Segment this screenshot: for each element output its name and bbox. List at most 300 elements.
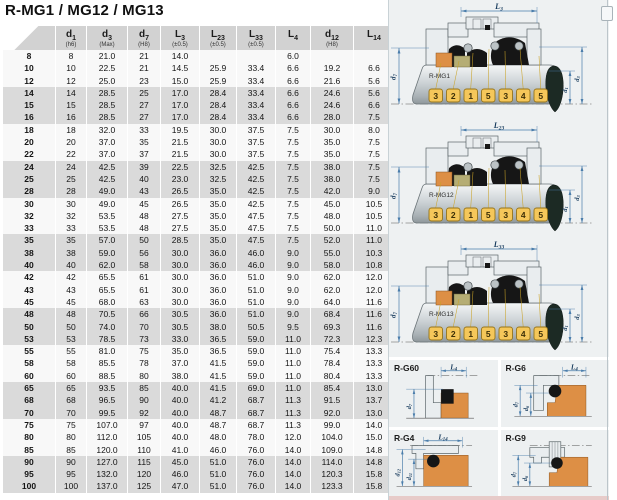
value-cell: 30.0 — [200, 136, 236, 148]
value-cell: 127.0 — [87, 456, 127, 468]
detail-panel-g60 — [389, 360, 498, 427]
row-size-cell: 40 — [3, 259, 55, 271]
svg-text:1: 1 — [468, 328, 474, 339]
value-cell: 7.5 — [276, 173, 310, 185]
row-size-cell: 60 — [3, 370, 55, 382]
value-cell: 36.0 — [200, 284, 236, 296]
value-cell: 76.0 — [237, 456, 275, 468]
value-cell: 65.5 — [87, 284, 127, 296]
row-size-cell: 38 — [3, 247, 55, 259]
value-cell: 14.0 — [354, 419, 394, 431]
value-cell: 49.0 — [87, 198, 127, 210]
table-row — [3, 173, 394, 185]
svg-text:5: 5 — [485, 328, 491, 339]
value-cell: 7.5 — [354, 136, 394, 148]
row-size-cell: 100 — [3, 480, 55, 492]
value-cell: 96.5 — [87, 394, 127, 406]
value-cell: 25.9 — [200, 62, 236, 74]
value-cell: 46.0 — [237, 259, 275, 271]
diagram-body-label: R-MG12 — [429, 192, 454, 199]
value-cell: 23 — [128, 75, 160, 87]
table-row — [3, 148, 394, 160]
table-row — [3, 185, 394, 197]
value-cell: 33.4 — [237, 111, 275, 123]
value-cell: 90 — [56, 456, 86, 468]
value-cell: 5.6 — [354, 87, 394, 99]
table-row — [3, 271, 394, 283]
value-cell: 11.0 — [354, 234, 394, 246]
column-header: $L_{14}$ — [354, 26, 394, 50]
column-header: $L_4$ — [276, 26, 310, 50]
value-cell: 76.0 — [237, 480, 275, 492]
value-cell: 105 — [128, 431, 160, 443]
value-cell: 8 — [56, 50, 86, 62]
seal-cross-section-drawing — [389, 120, 607, 238]
value-cell: 19.2 — [311, 62, 353, 74]
value-cell: 132.0 — [87, 468, 127, 480]
value-cell: 36.0 — [200, 308, 236, 320]
value-cell: 23.0 — [161, 173, 199, 185]
value-cell: 21.0 — [87, 50, 127, 62]
svg-text:d6: d6 — [521, 475, 529, 481]
svg-text:5: 5 — [538, 90, 544, 101]
value-cell: 7.5 — [354, 173, 394, 185]
value-cell: 53.5 — [87, 210, 127, 222]
seal-diagram — [389, 239, 610, 357]
value-cell: 33.4 — [237, 87, 275, 99]
table-row — [3, 210, 394, 222]
row-size-cell: 42 — [3, 271, 55, 283]
value-cell: 42.5 — [87, 161, 127, 173]
value-cell: 46.0 — [237, 247, 275, 259]
svg-text:2: 2 — [450, 328, 456, 339]
row-size-cell: 20 — [3, 136, 55, 148]
value-cell: 14.8 — [354, 444, 394, 456]
value-cell: 95 — [56, 468, 86, 480]
value-cell: 9.0 — [354, 185, 394, 197]
value-cell: 33.0 — [161, 333, 199, 345]
value-cell: 48 — [56, 308, 86, 320]
value-cell: 24.6 — [311, 87, 353, 99]
value-cell: 7.5 — [276, 161, 310, 173]
value-cell: 114.0 — [311, 456, 353, 468]
value-cell: 18 — [56, 124, 86, 136]
value-cell — [311, 50, 353, 62]
value-cell: 41.5 — [200, 382, 236, 394]
value-cell: 88.5 — [87, 370, 127, 382]
value-cell: 80 — [56, 431, 86, 443]
value-cell: 51.0 — [237, 296, 275, 308]
value-cell: 21.6 — [311, 75, 353, 87]
shaft-diameter-label: d7 — [389, 74, 399, 80]
value-cell: 51.0 — [200, 468, 236, 480]
value-cell: 7.5 — [276, 222, 310, 234]
value-cell: 30.5 — [161, 308, 199, 320]
row-size-cell: 33 — [3, 222, 55, 234]
value-cell: 49.0 — [87, 185, 127, 197]
value-cell: 33.4 — [237, 99, 275, 111]
value-cell: 11.0 — [276, 357, 310, 369]
column-header: $d_3$ (Max) — [87, 26, 127, 50]
value-cell: 51.0 — [237, 308, 275, 320]
value-cell: 58 — [56, 357, 86, 369]
value-cell: 43 — [128, 185, 160, 197]
value-cell: 32.5 — [200, 173, 236, 185]
table-row — [3, 431, 394, 443]
value-cell: 47.5 — [237, 234, 275, 246]
svg-text:L14: L14 — [438, 433, 448, 443]
table-row — [3, 111, 394, 123]
value-cell: 11.0 — [354, 222, 394, 234]
value-cell: 65.5 — [87, 271, 127, 283]
value-cell: 40.0 — [161, 407, 199, 419]
value-cell: 51.0 — [237, 284, 275, 296]
row-size-cell: 43 — [3, 284, 55, 296]
value-cell: 36.0 — [200, 271, 236, 283]
value-cell: 33 — [56, 222, 86, 234]
value-cell: 48.7 — [200, 407, 236, 419]
value-cell: 30.0 — [311, 124, 353, 136]
value-cell: 15.0 — [354, 431, 394, 443]
value-cell: 35.0 — [311, 148, 353, 160]
value-cell: 15.0 — [161, 75, 199, 87]
svg-text:1: 1 — [468, 209, 474, 220]
value-cell: 14.0 — [276, 468, 310, 480]
value-cell: 85 — [56, 444, 86, 456]
value-cell: 33 — [128, 124, 160, 136]
value-cell: 48.0 — [311, 210, 353, 222]
scrollbar-thumb[interactable] — [601, 6, 613, 21]
value-cell: 26.5 — [161, 185, 199, 197]
value-cell: 120.3 — [311, 468, 353, 480]
svg-text:d1: d1 — [562, 206, 570, 212]
length-dimension-label: L3 — [495, 2, 503, 13]
value-cell: 37.0 — [87, 148, 127, 160]
value-cell: 28.5 — [87, 87, 127, 99]
value-cell: 97 — [128, 419, 160, 431]
value-cell: 99.5 — [87, 407, 127, 419]
value-cell: 30.0 — [200, 148, 236, 160]
table-row — [3, 222, 394, 234]
value-cell: 25.0 — [87, 75, 127, 87]
seal-detail-g9-drawing — [501, 434, 609, 494]
value-cell: 78.4 — [311, 357, 353, 369]
value-cell: 7.5 — [276, 198, 310, 210]
value-cell: 42.5 — [87, 173, 127, 185]
value-cell: 27 — [128, 111, 160, 123]
value-cell: 35 — [56, 234, 86, 246]
row-size-cell: 68 — [3, 394, 55, 406]
value-cell: 7.5 — [276, 185, 310, 197]
value-cell: 12 — [56, 75, 86, 87]
value-cell: 35.0 — [311, 136, 353, 148]
value-cell: 26.5 — [161, 198, 199, 210]
value-cell: 69.3 — [311, 321, 353, 333]
table-row — [3, 419, 394, 431]
table-row — [3, 308, 394, 320]
value-cell: 14.0 — [161, 50, 199, 62]
value-cell: 123.3 — [311, 480, 353, 492]
value-cell: 56 — [128, 247, 160, 259]
value-cell: 68.0 — [87, 296, 127, 308]
scrollbar-rail[interactable] — [607, 0, 608, 500]
svg-text:5: 5 — [485, 90, 491, 101]
value-cell: 43 — [56, 284, 86, 296]
main-diagrams — [389, 0, 610, 357]
value-cell: 28.5 — [161, 234, 199, 246]
value-cell: 61 — [128, 271, 160, 283]
value-cell: 76.0 — [237, 468, 275, 480]
value-cell: 9.0 — [276, 296, 310, 308]
bottom-accent-strip — [389, 496, 609, 500]
value-cell: 22 — [56, 148, 86, 160]
value-cell: 36.0 — [200, 296, 236, 308]
value-cell: 137.0 — [87, 480, 127, 492]
diagram-body-label: R-MG13 — [429, 311, 454, 318]
value-cell: 28.4 — [200, 111, 236, 123]
value-cell: 28 — [56, 185, 86, 197]
value-cell: 7.5 — [276, 210, 310, 222]
svg-text:d3: d3 — [574, 195, 582, 201]
detail-diagram-grid — [389, 357, 609, 500]
seal-cross-section-drawing — [389, 239, 607, 357]
value-cell: 45 — [56, 296, 86, 308]
value-cell: 6.6 — [354, 99, 394, 111]
table-row — [3, 99, 394, 111]
value-cell: 6.6 — [276, 99, 310, 111]
table-row — [3, 444, 394, 456]
table-row — [3, 456, 394, 468]
value-cell: 42.5 — [237, 198, 275, 210]
table-row — [3, 321, 394, 333]
value-cell: 21.5 — [161, 148, 199, 160]
table-row — [3, 234, 394, 246]
value-cell: 85.4 — [311, 382, 353, 394]
value-cell: 12.0 — [276, 431, 310, 443]
value-cell: 100 — [56, 480, 86, 492]
value-cell: 93.5 — [87, 382, 127, 394]
shaft-diameter-label: d7 — [389, 193, 399, 199]
value-cell: 78 — [128, 357, 160, 369]
value-cell: 11.0 — [276, 333, 310, 345]
value-cell: 41.2 — [200, 394, 236, 406]
value-cell: 13.7 — [354, 394, 394, 406]
table-row — [3, 468, 394, 480]
value-cell: 51.0 — [200, 480, 236, 492]
value-cell: 41.5 — [200, 370, 236, 382]
value-cell: 13.3 — [354, 357, 394, 369]
value-cell: 40 — [128, 173, 160, 185]
value-cell: 24.6 — [311, 99, 353, 111]
table-row — [3, 75, 394, 87]
value-cell: 11.0 — [276, 382, 310, 394]
value-cell: 6.6 — [276, 62, 310, 74]
row-size-cell: 35 — [3, 234, 55, 246]
value-cell: 42.5 — [237, 173, 275, 185]
value-cell: 48 — [128, 222, 160, 234]
value-cell: 28.4 — [200, 99, 236, 111]
value-cell: 6.0 — [276, 50, 310, 62]
value-cell: 85 — [128, 382, 160, 394]
value-cell: 110 — [128, 444, 160, 456]
value-cell: 104.0 — [311, 431, 353, 443]
svg-text:d3: d3 — [574, 76, 582, 82]
value-cell: 37.0 — [161, 357, 199, 369]
value-cell: 28.5 — [87, 111, 127, 123]
value-cell: 59.0 — [237, 370, 275, 382]
diagram-panel — [388, 0, 609, 500]
row-size-cell: 10 — [3, 62, 55, 74]
value-cell: 109.0 — [311, 444, 353, 456]
value-cell: 68.4 — [311, 308, 353, 320]
value-cell: 45 — [128, 198, 160, 210]
value-cell: 59.0 — [237, 357, 275, 369]
value-cell: 17.0 — [161, 87, 199, 99]
value-cell: 70.5 — [87, 308, 127, 320]
value-cell: 47.5 — [237, 210, 275, 222]
value-cell: 30.0 — [161, 296, 199, 308]
value-cell — [237, 50, 275, 62]
value-cell: 37.0 — [87, 136, 127, 148]
value-cell: 90 — [128, 394, 160, 406]
value-cell: 69.0 — [237, 382, 275, 394]
svg-text:4: 4 — [520, 209, 526, 220]
value-cell: 20 — [56, 136, 86, 148]
svg-text:d3: d3 — [574, 314, 582, 320]
seal-cross-section-drawing — [389, 1, 607, 119]
value-cell: 12.0 — [354, 271, 394, 283]
value-cell: 11.0 — [276, 345, 310, 357]
table-row — [3, 62, 394, 74]
value-cell: 5.6 — [354, 75, 394, 87]
row-size-cell: 32 — [3, 210, 55, 222]
value-cell: 13.0 — [354, 407, 394, 419]
value-cell: 7.5 — [354, 111, 394, 123]
value-cell: 46.0 — [200, 444, 236, 456]
value-cell: 70 — [128, 321, 160, 333]
svg-text:d6: d6 — [522, 405, 530, 412]
row-size-cell: 75 — [3, 419, 55, 431]
value-cell: 10.3 — [354, 247, 394, 259]
seal-diagram — [389, 1, 610, 119]
length-dimension-label: L23 — [493, 121, 505, 132]
svg-text:3: 3 — [503, 209, 509, 220]
svg-text:L4: L4 — [570, 364, 578, 373]
value-cell: 70 — [56, 407, 86, 419]
value-cell: 40.0 — [161, 394, 199, 406]
table-row — [3, 296, 394, 308]
value-cell: 7.5 — [276, 148, 310, 160]
value-cell: 11.3 — [276, 407, 310, 419]
value-cell: 14.0 — [276, 444, 310, 456]
row-size-cell: 12 — [3, 75, 55, 87]
row-size-cell: 30 — [3, 198, 55, 210]
value-cell: 24 — [56, 161, 86, 173]
svg-text:d7: d7 — [511, 401, 519, 408]
value-cell: 38.0 — [200, 321, 236, 333]
value-cell: 68.7 — [237, 419, 275, 431]
value-cell: 9.5 — [276, 321, 310, 333]
value-cell: 21.5 — [161, 136, 199, 148]
row-size-cell: 65 — [3, 382, 55, 394]
value-cell: 53 — [56, 333, 86, 345]
value-cell: 53.5 — [87, 222, 127, 234]
value-cell: 42.5 — [237, 161, 275, 173]
length-dimension-label: L33 — [493, 240, 505, 251]
value-cell: 85.5 — [87, 357, 127, 369]
value-cell: 28.0 — [311, 111, 353, 123]
svg-text:d1: d1 — [562, 325, 570, 331]
value-cell: 9.0 — [276, 247, 310, 259]
detail-panel-g6 — [501, 360, 610, 427]
value-cell: 45.0 — [311, 198, 353, 210]
value-cell: 12.3 — [354, 333, 394, 345]
row-size-cell: 80 — [3, 431, 55, 443]
value-cell: 75 — [128, 345, 160, 357]
page-title: R-MG1 / MG12 / MG13 — [5, 2, 164, 19]
value-cell: 30.0 — [161, 259, 199, 271]
value-cell: 75.4 — [311, 345, 353, 357]
svg-text:2: 2 — [450, 90, 456, 101]
column-header: $d_1$ (h6) — [56, 26, 86, 50]
value-cell: 91.5 — [311, 394, 353, 406]
value-cell: 32.5 — [200, 161, 236, 173]
row-size-cell: 8 — [3, 50, 55, 62]
value-cell: 75 — [56, 419, 86, 431]
table-row — [3, 357, 394, 369]
part-number-tags — [429, 89, 548, 102]
table-row — [3, 136, 394, 148]
value-cell: 35 — [128, 136, 160, 148]
value-cell: 35.0 — [200, 234, 236, 246]
value-cell: 13.3 — [354, 345, 394, 357]
svg-text:3: 3 — [503, 90, 509, 101]
svg-text:4: 4 — [520, 90, 526, 101]
table-row — [3, 407, 394, 419]
svg-text:d1: d1 — [562, 87, 570, 93]
value-cell: 41.5 — [200, 357, 236, 369]
value-cell: 68 — [56, 394, 86, 406]
value-cell: 30.0 — [161, 247, 199, 259]
svg-text:L4: L4 — [450, 364, 458, 373]
table-row — [3, 345, 394, 357]
row-size-cell: 53 — [3, 333, 55, 345]
table-row — [3, 247, 394, 259]
svg-text:3: 3 — [433, 328, 439, 339]
value-cell: 11.6 — [354, 308, 394, 320]
value-cell: 47.0 — [161, 480, 199, 492]
value-cell: 38 — [56, 247, 86, 259]
value-cell: 50.5 — [237, 321, 275, 333]
svg-text:d11: d11 — [406, 472, 414, 480]
value-cell: 9.0 — [276, 284, 310, 296]
row-size-cell: 18 — [3, 124, 55, 136]
value-cell: 48.7 — [200, 419, 236, 431]
value-cell: 10.5 — [354, 210, 394, 222]
value-cell: 58.0 — [311, 259, 353, 271]
value-cell: 40.0 — [161, 419, 199, 431]
value-cell: 36.0 — [200, 247, 236, 259]
value-cell: 25 — [56, 173, 86, 185]
table-row — [3, 259, 394, 271]
value-cell: 11.6 — [354, 321, 394, 333]
value-cell: 21 — [128, 62, 160, 74]
svg-text:4: 4 — [520, 328, 526, 339]
detail-panel-g9 — [501, 430, 610, 497]
value-cell: 37.5 — [237, 148, 275, 160]
svg-text:3: 3 — [433, 209, 439, 220]
value-cell: 51.0 — [237, 271, 275, 283]
